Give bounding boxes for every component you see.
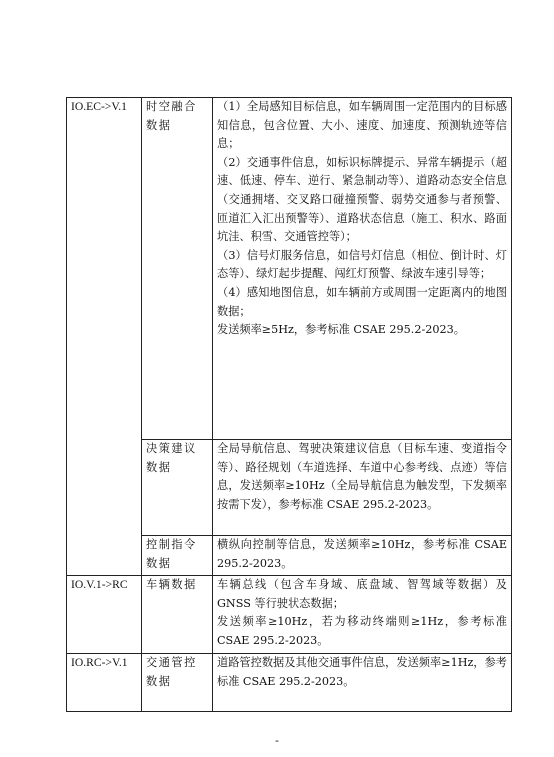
description-line: （1）全局感知目标信息，如车辆周围一定范围内的目标感知信息，包含位置、大小、速度、加速度、预测轨迹等信息； [217,100,507,151]
category-cell: 交通管控数据 [142,654,213,712]
description-line: 发送频率≥5Hz，参考标准 CSAE 295.2-2023。 [217,323,465,337]
description-cell [213,654,512,712]
description-cell [213,536,512,576]
table-row [67,576,512,654]
description-line: （4）感知地图信息，如车辆前方或周围一定距离内的地图数据； [217,285,507,318]
interface-cell: IO.RC->V.1 [67,654,142,712]
interface-spec-table [66,97,512,712]
category-cell: 时空融合数据 [142,98,213,440]
description-line: 发送频率≥10Hz，若为移动终端则≥1Hz，参考标准 CSAE 295.2-2023。 [217,615,507,647]
interface-cell: IO.V.1->RC [67,576,142,654]
description-cell [213,98,512,440]
category-cell: 决策建议数据 [142,440,213,536]
description-line: 车辆总线（包含车身域、底盘域、智驾域等数据）及 GNSS 等行驶状态数据； [217,578,507,610]
description-line: 横纵向控制等信息，发送频率≥10Hz，参考标准 CSAE 295.2-2023。 [217,538,507,570]
description-cell [213,440,512,536]
description-line: （2）交通事件信息，如标识标牌提示、异常车辆提示（超速、低速、停车、逆行、紧急制动等）、道路动态安全信息（交通拥堵、交叉路口碰撞预警、弱势交通参与者预警、匝道汇入汇出预警等）、道路状态信息（施工、积水、路面坑洼、积雪、交通管控等）； [217,155,507,244]
category-cell: 控制指令数据 [142,536,213,576]
description-cell [213,576,512,654]
table-row [67,98,512,440]
table-row [67,654,512,712]
interface-cell: IO.EC->V.1 [67,98,142,576]
description-line: 全局导航信息、驾驶决策建议信息（目标车速、变道指令等）、路径规划（车道选择、车道中心参考线、点迹）等信息，发送频率≥10Hz（全局导航信息为触发型，下发频率按需下发），参考标准 CSAE 295.2-2023。 [217,442,507,511]
category-cell: 车辆数据 [142,576,213,654]
description-line: 道路管控数据及其他交通事件信息，发送频率≥1Hz，参考标准 CSAE 295.2-2023。 [217,656,507,688]
page-number: - [275,734,279,747]
description-line: （3）信号灯服务信息，如信号灯信息（相位、倒计时、灯态等）、绿灯起步提醒、闯红灯预警、绿波车速引导等； [217,248,507,281]
